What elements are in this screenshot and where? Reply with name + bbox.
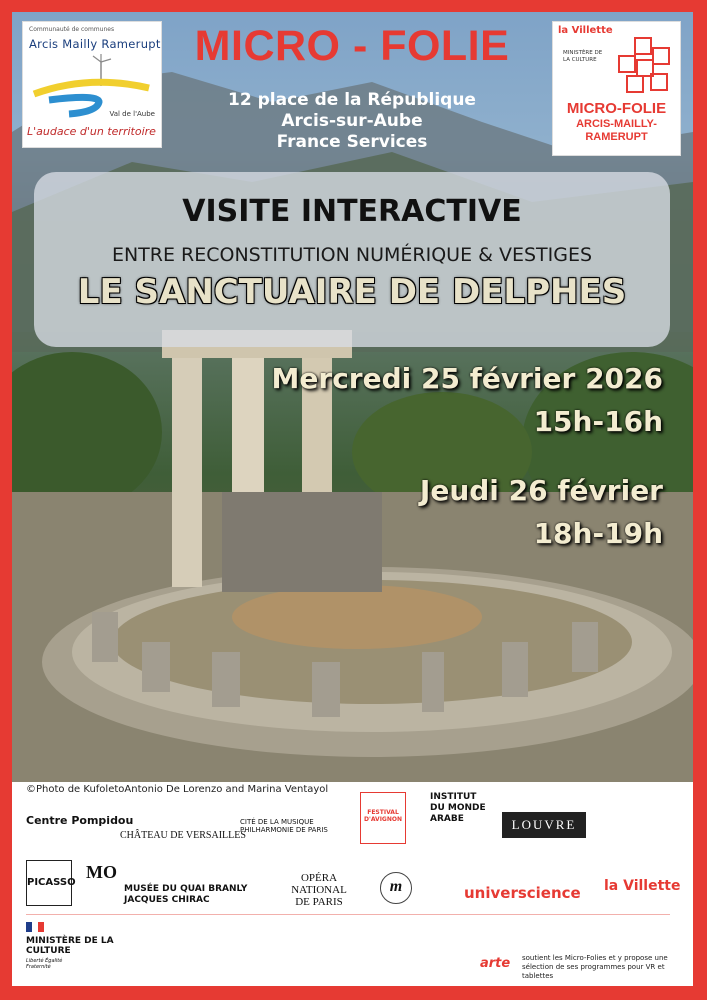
partner-institut-monde-arabe: INSTITUT DU MONDE ARABE xyxy=(430,792,486,824)
arte-text: soutient les Micro-Folies et y propose une sélection de ses programmes pour VR et tablettes xyxy=(522,954,668,980)
partner-musee-orsay: MO xyxy=(86,862,117,882)
logo-left-sub: Val de l'Aube xyxy=(109,110,155,118)
logo-left-small-text: Communauté de communes xyxy=(29,26,115,33)
ministry-motto: Liberté Égalité Fraternité xyxy=(26,958,63,970)
address-line-3: France Services xyxy=(276,132,428,152)
address-line-2: Arcis-sur-Aube xyxy=(281,111,423,131)
logo-right-brand: la Villette xyxy=(558,25,613,36)
photo-credit: ©Photo de KufoletoAntonio De Lorenzo and Marina Ventayol xyxy=(26,784,329,795)
partner-la-villette: la Villette xyxy=(604,878,681,894)
event-heading: VISITE INTERACTIVE xyxy=(182,194,522,229)
delphi-photo xyxy=(12,12,693,782)
page-title: MICRO - FOLIE xyxy=(194,22,510,70)
divider xyxy=(26,914,670,915)
event-place: LE SANCTUAIRE DE DELPHES xyxy=(77,272,627,312)
date-1-time: 15h-16h xyxy=(533,405,663,438)
event-subtitle: ENTRE RECONSTITUTION NUMÉRIQUE & VESTIGES xyxy=(111,244,593,266)
logo-right-place: ARCIS-MAILLY-RAMERUPT xyxy=(576,118,657,143)
logo-left-tagline: L'audace d'un territoire xyxy=(27,125,156,138)
date-2-day: Jeudi 26 février xyxy=(419,474,663,507)
partner-universcience: universcience xyxy=(464,884,581,902)
logo-arcis-mailly-ramerupt xyxy=(22,21,162,148)
ministry-culture: MINISTÈRE DE LA CULTURE xyxy=(26,936,114,956)
date-1-day: Mercredi 25 février 2026 xyxy=(271,362,663,395)
partner-opera-paris: OPÉRA NATIONAL DE PARIS xyxy=(291,872,347,908)
partner-musee-picasso: PICASSO xyxy=(26,860,72,906)
date-2-time: 18h-19h xyxy=(533,517,663,550)
poster-frame xyxy=(12,12,693,986)
logo-micro-folie xyxy=(552,21,681,156)
partner-quai-branly: MUSÉE DU QUAI BRANLY JACQUES CHIRAC xyxy=(124,884,248,905)
partner-centre-pompidou: Centre Pompidou xyxy=(26,814,134,827)
logo-right-ministry: MINISTÈRE DE LA CULTURE xyxy=(563,50,603,63)
partner-philharmonie: CITÉ DE LA MUSIQUE PHILHARMONIE DE PARIS xyxy=(240,818,328,834)
french-flag-icon xyxy=(26,922,44,932)
partner-chateau-versailles: CHÂTEAU DE VERSAILLES xyxy=(120,830,246,841)
event-panel xyxy=(34,172,670,347)
logo-right-title: MICRO-FOLIE xyxy=(566,100,667,117)
address xyxy=(202,90,502,153)
partner-arte: arte xyxy=(480,956,511,971)
partner-m-logo: m xyxy=(380,872,412,904)
logo-left-name: Arcis Mailly Ramerupt xyxy=(29,37,161,51)
cubes-icon xyxy=(615,34,673,96)
address-line-1: 12 place de la République xyxy=(228,90,476,110)
partner-festival-avignon: FESTIVAL D'AVIGNON xyxy=(360,792,406,844)
partner-louvre: LOUVRE xyxy=(502,812,586,838)
